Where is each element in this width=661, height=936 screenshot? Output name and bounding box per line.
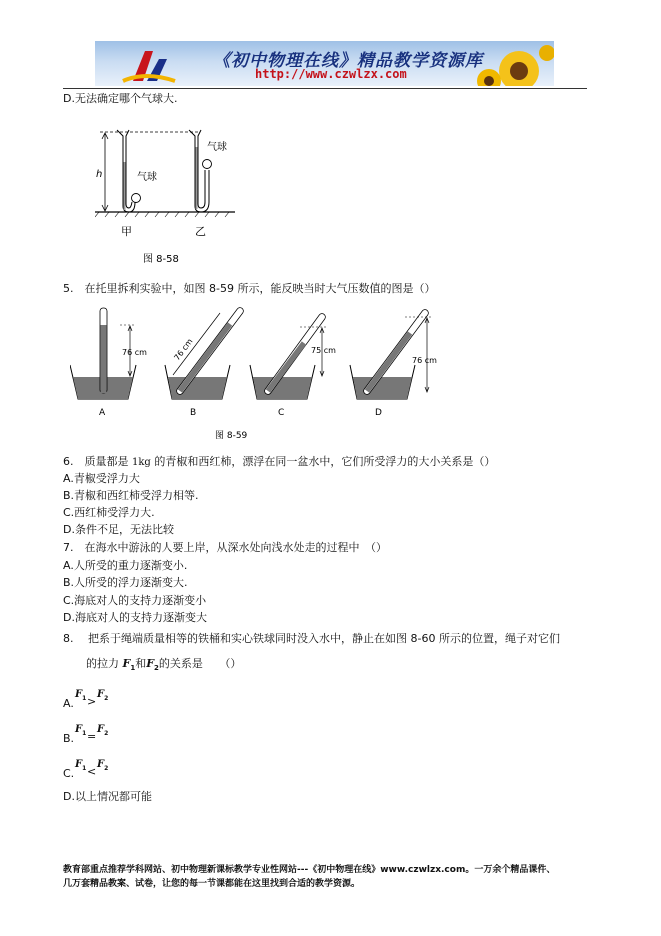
header-banner — [95, 41, 554, 86]
q6-stem-pre: 6. 质量都是 — [63, 455, 132, 468]
q8-option-a-sub2: 2 — [104, 695, 109, 703]
q8-stem-line2 — [86, 657, 241, 675]
sunflower-icon — [475, 41, 554, 86]
setup-d — [350, 313, 437, 418]
label-c: C — [278, 408, 285, 418]
q8-option-b-prefix: B. — [63, 732, 75, 745]
setup-b — [165, 311, 240, 418]
length-label-c: 75 cm — [311, 346, 336, 355]
q6-stem-unit: 1kg — [132, 457, 151, 468]
label-jia: 甲 — [121, 225, 132, 238]
q6-option-d: D.条件不足，无法比较 — [63, 523, 174, 536]
q8-option-a-prefix: A. — [63, 697, 74, 710]
q8-option-a-sub1: 1 — [82, 695, 87, 703]
q8-option-c-f2: F — [97, 759, 105, 770]
q8-option-a-f2: F — [97, 689, 105, 700]
figure-8-58 — [95, 122, 255, 272]
q7-stem: 7. 在海水中游泳的人要上岸，从深水处向浅水处走的过程中 （） — [63, 541, 387, 554]
setup-c — [250, 317, 336, 418]
q8-option-d: D.以上情况都可能 — [63, 790, 152, 803]
label-yi: 乙 — [195, 225, 206, 238]
q6-stem-post: 的青椒和西红柿，漂浮在同一盆水中，它们所受浮力的大小关系是（） — [150, 455, 496, 468]
q6-option-a: A.青椒受浮力大 — [63, 472, 140, 485]
q8-option-c-sub1: 1 — [82, 765, 87, 773]
q6-option-c: C.西红柿受浮力大. — [63, 506, 155, 519]
q6-stem — [63, 455, 495, 470]
figure-8-59-caption: 图 8-59 — [215, 431, 248, 441]
balloon-jia — [132, 194, 141, 203]
q7-option-b: B.人所受的浮力逐渐变大. — [63, 576, 188, 589]
q5-stem: 5. 在托里拆利实验中，如图 8-59 所示，能反映当时大气压数值的图是（） — [63, 282, 436, 295]
q7-option-d: D.海底对人的支持力逐渐变大 — [63, 611, 207, 624]
q8-option-b-f2: F — [97, 724, 105, 735]
q4-option-d: D.无法确定哪个气球大. — [63, 92, 178, 105]
q8-f2: F — [146, 657, 154, 670]
q8-option-c-rel: < — [87, 765, 97, 778]
label-d: D — [375, 408, 382, 418]
q8-f1: F — [122, 657, 131, 670]
balloon-label-1: 气球 — [137, 172, 157, 183]
header-title: 《初中物理在线》精品教学资源库 — [213, 51, 483, 71]
q7-option-c: C.海底对人的支持力逐渐变小 — [63, 594, 207, 607]
q8-option-a-rel: > — [87, 695, 97, 708]
q8-option-b-sub2: 2 — [104, 730, 109, 738]
length-label-a: 76 cm — [122, 348, 147, 357]
q8-stem-line1: 8. 把系于绳端质量相等的铁桶和实心铁球同时没入水中，静止在如图 8-60 所示的位置，绳子对它们 — [63, 632, 560, 645]
q6-option-b: B.青椒和西红柿受浮力相等. — [63, 489, 199, 502]
header-url: http://www.czwlzx.com — [255, 67, 407, 81]
q8-stem-line2-pre: 的拉力 — [86, 657, 123, 670]
h-label: h — [96, 169, 103, 180]
q8-option-c-f1: F — [75, 759, 83, 770]
q8-option-b-rel: = — [87, 730, 97, 743]
q8-sub2: 2 — [154, 664, 159, 673]
q8-option-b-f1: F — [75, 724, 83, 735]
q8-option-a-f1: F — [75, 689, 83, 700]
footer-line2: 几万套精品教案、试卷，让您的每一节课都能在这里找到合适的教学资源。 — [63, 879, 361, 889]
footer — [63, 863, 555, 891]
label-a: A — [99, 408, 106, 418]
balloon-yi — [203, 160, 212, 169]
footer-line1: 教育部重点推荐学科网站、初中物理新课标教学专业性网站---《初中物理在线》www.czwlzx.com。一万余个精品课件、 — [63, 865, 556, 875]
header-rule — [63, 88, 587, 89]
length-label-b: 76 cm — [172, 336, 195, 363]
label-b: B — [190, 408, 197, 418]
q8-option-c-sub2: 2 — [104, 765, 109, 773]
q7-option-a: A.人所受的重力逐渐变小. — [63, 559, 188, 572]
site-logo-icon — [115, 41, 185, 86]
q8-sub1: 1 — [130, 664, 136, 673]
q8-stem-line2-post: 的关系是 （） — [158, 657, 242, 670]
tube-yi — [189, 130, 209, 212]
q8-option-c-prefix: C. — [63, 767, 75, 780]
balloon-label-2: 气球 — [207, 142, 227, 153]
figure-8-59 — [70, 303, 450, 443]
figure-8-58-caption: 图 8-58 — [143, 254, 179, 265]
q8-option-b-sub1: 1 — [82, 730, 87, 738]
q8-stem-line2-mid: 和 — [135, 657, 147, 670]
length-label-d: 76 cm — [412, 356, 437, 365]
setup-a — [70, 308, 147, 418]
